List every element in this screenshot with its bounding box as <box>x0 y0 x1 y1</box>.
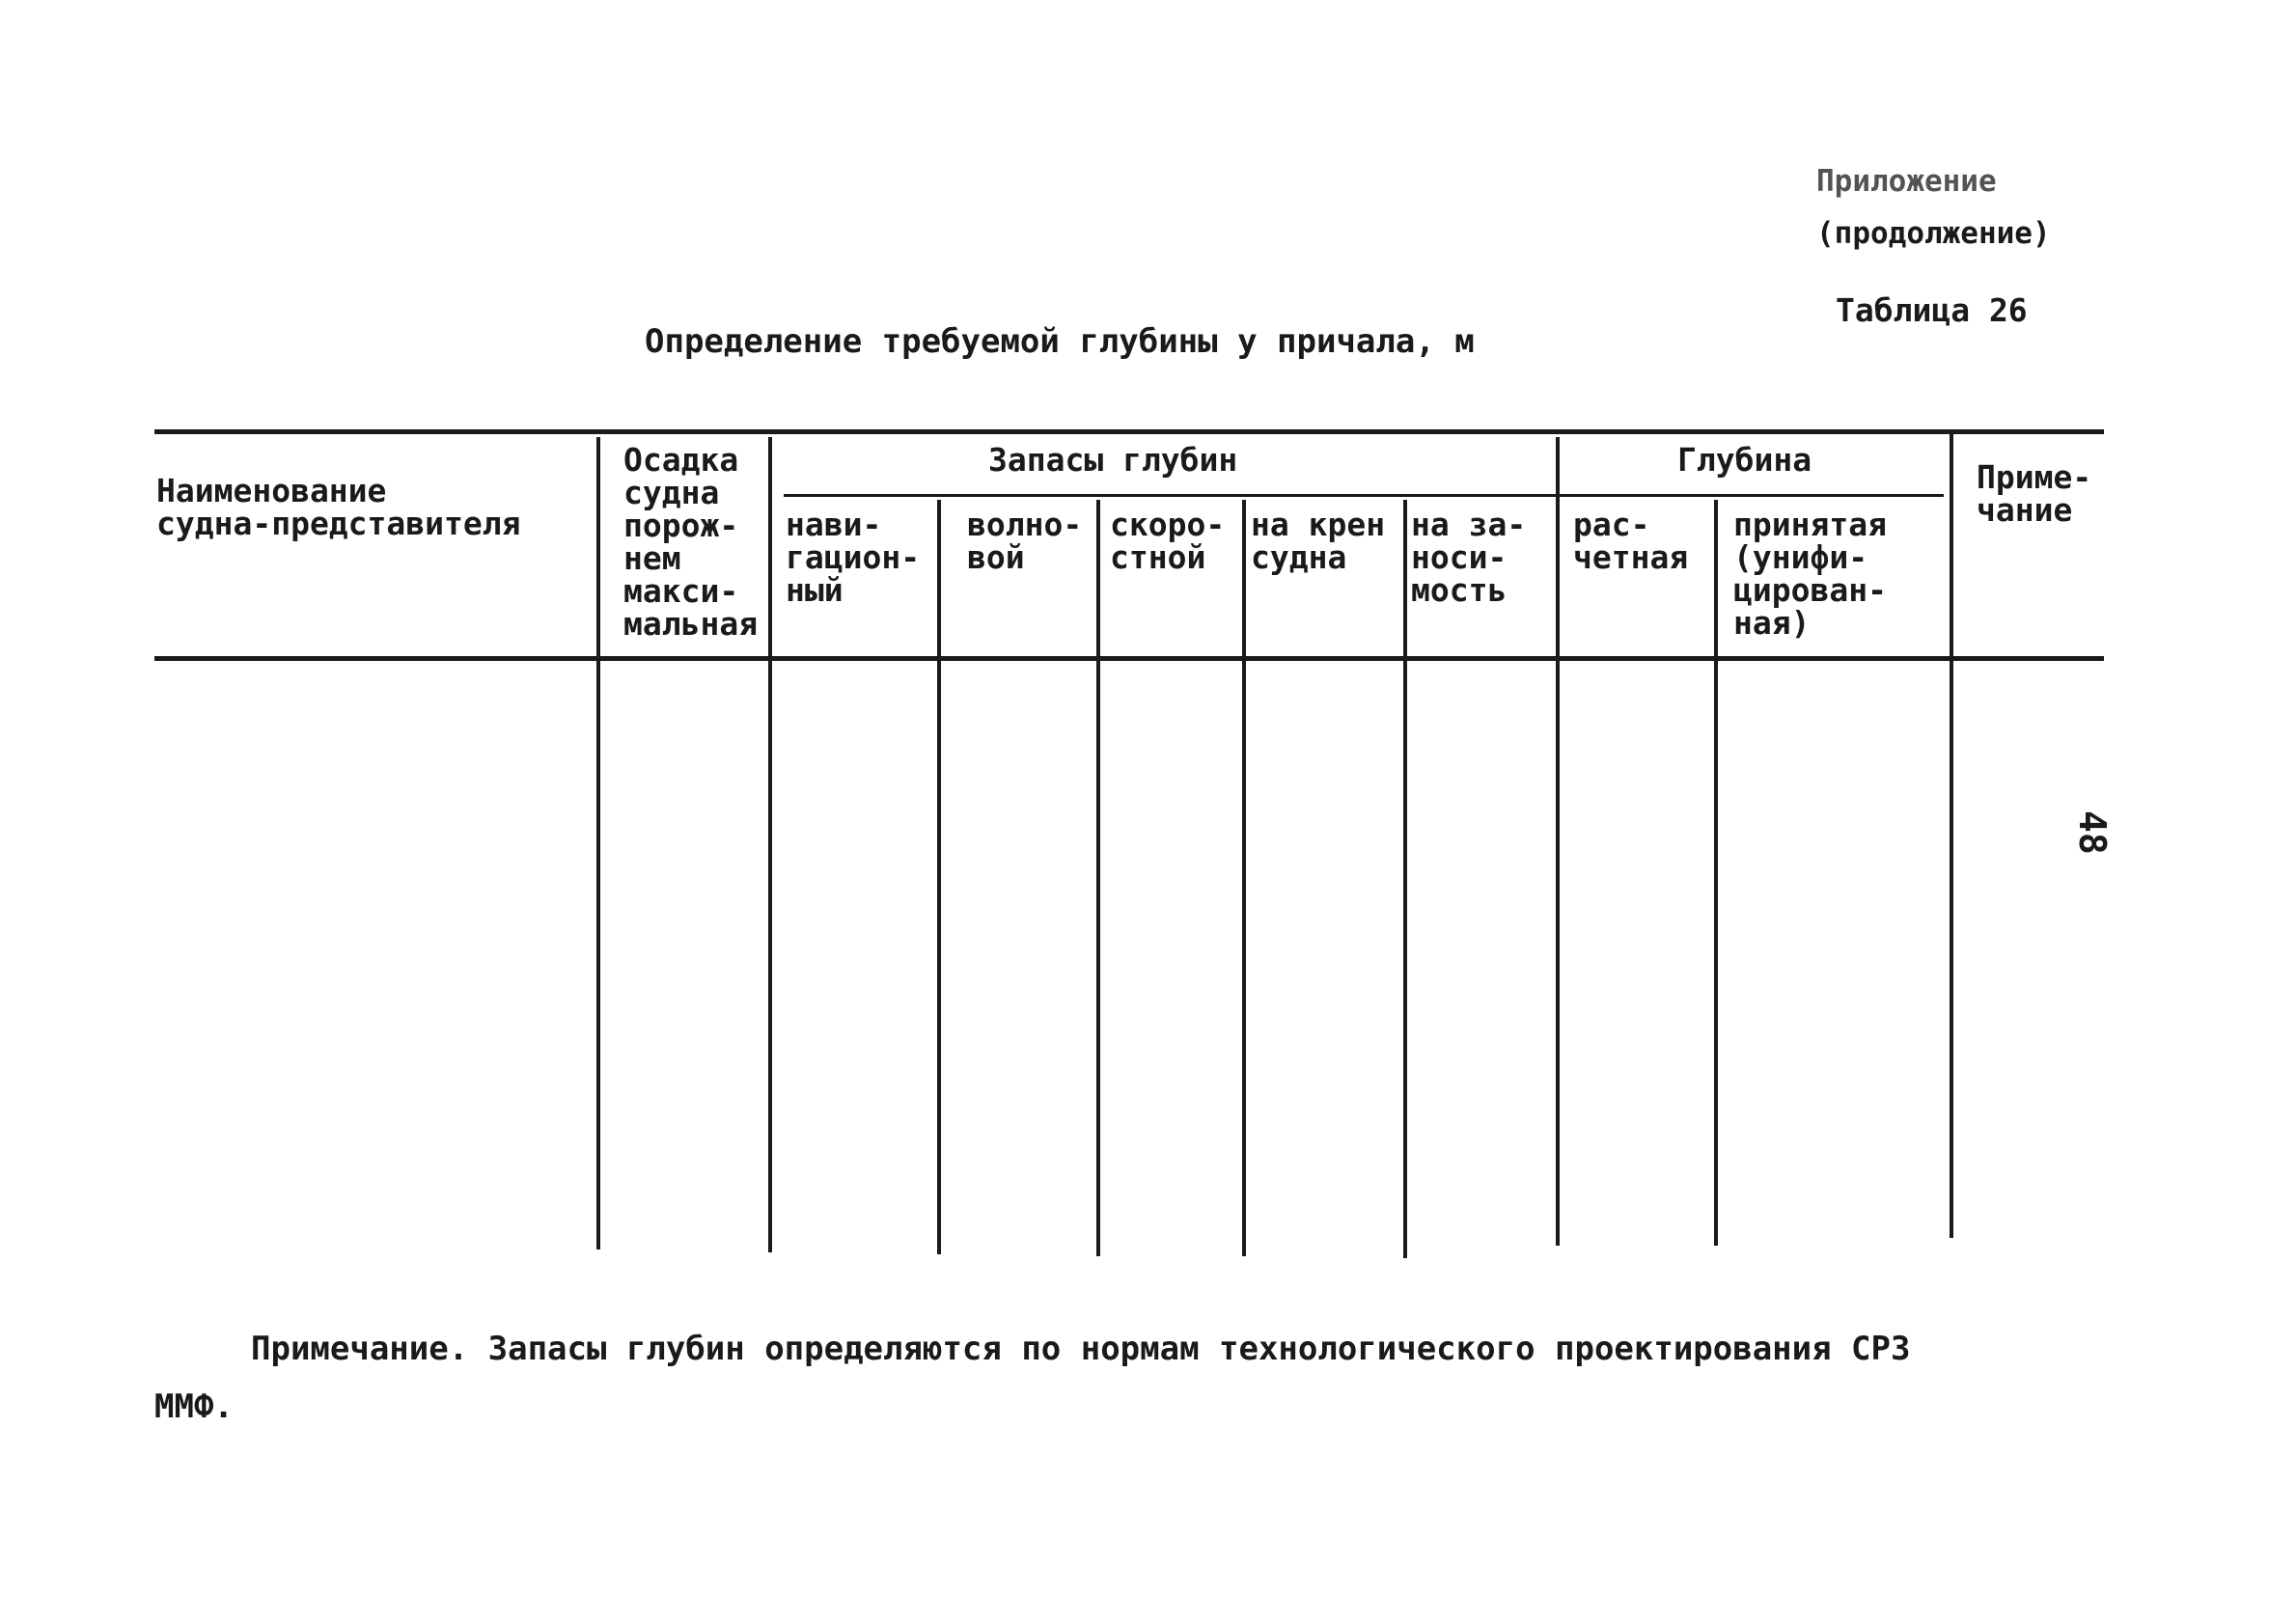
header-calculated: рас- четная <box>1573 506 1689 576</box>
appendix-label <box>1816 162 2051 254</box>
header-depth-reserves: Запасы глубин <box>988 441 1238 479</box>
header-wave: волно- вой <box>967 506 1083 576</box>
reserves-group-rule <box>784 494 1556 497</box>
header-bottom-rule <box>154 656 2104 661</box>
column-divider <box>937 500 941 1254</box>
header-vessel-name: Наименование судна-представителя <box>156 472 521 542</box>
footnote: Примечание. Запасы глубин определяются по нормам технологического проектирования СРЗ ММФ. <box>154 1330 1911 1426</box>
appendix-line1: Приложение <box>1816 164 1997 199</box>
column-divider <box>1096 500 1100 1256</box>
header-speed: скоро- стной <box>1110 506 1226 576</box>
page-number: 48 <box>2071 810 2114 855</box>
table-top-rule <box>154 429 2104 434</box>
header-note: Приме- чание <box>1977 458 2092 529</box>
table-number: Таблица 26 <box>1836 291 2028 329</box>
column-divider <box>1950 429 1953 1238</box>
column-divider <box>1556 437 1560 1246</box>
header-navigational: нави- гацион- ный <box>786 506 921 609</box>
column-divider <box>596 437 600 1249</box>
header-siltation: на за- носи- мость <box>1411 506 1527 609</box>
depth-group-rule <box>1556 494 1944 497</box>
header-heel: на крен судна <box>1251 506 1386 576</box>
header-accepted: принятая (унифи- цирован- ная) <box>1733 506 1887 642</box>
table-title: Определение требуемой глубины у причала, м <box>645 322 1475 361</box>
header-draft: Осадка судна порож- нем макси- мальная <box>623 441 759 643</box>
column-divider <box>768 437 772 1252</box>
column-divider <box>1403 500 1407 1258</box>
header-depth: Глубина <box>1677 441 1812 479</box>
column-divider <box>1242 500 1246 1256</box>
column-divider <box>1714 500 1718 1246</box>
appendix-line2: (продолжение) <box>1816 216 2051 252</box>
